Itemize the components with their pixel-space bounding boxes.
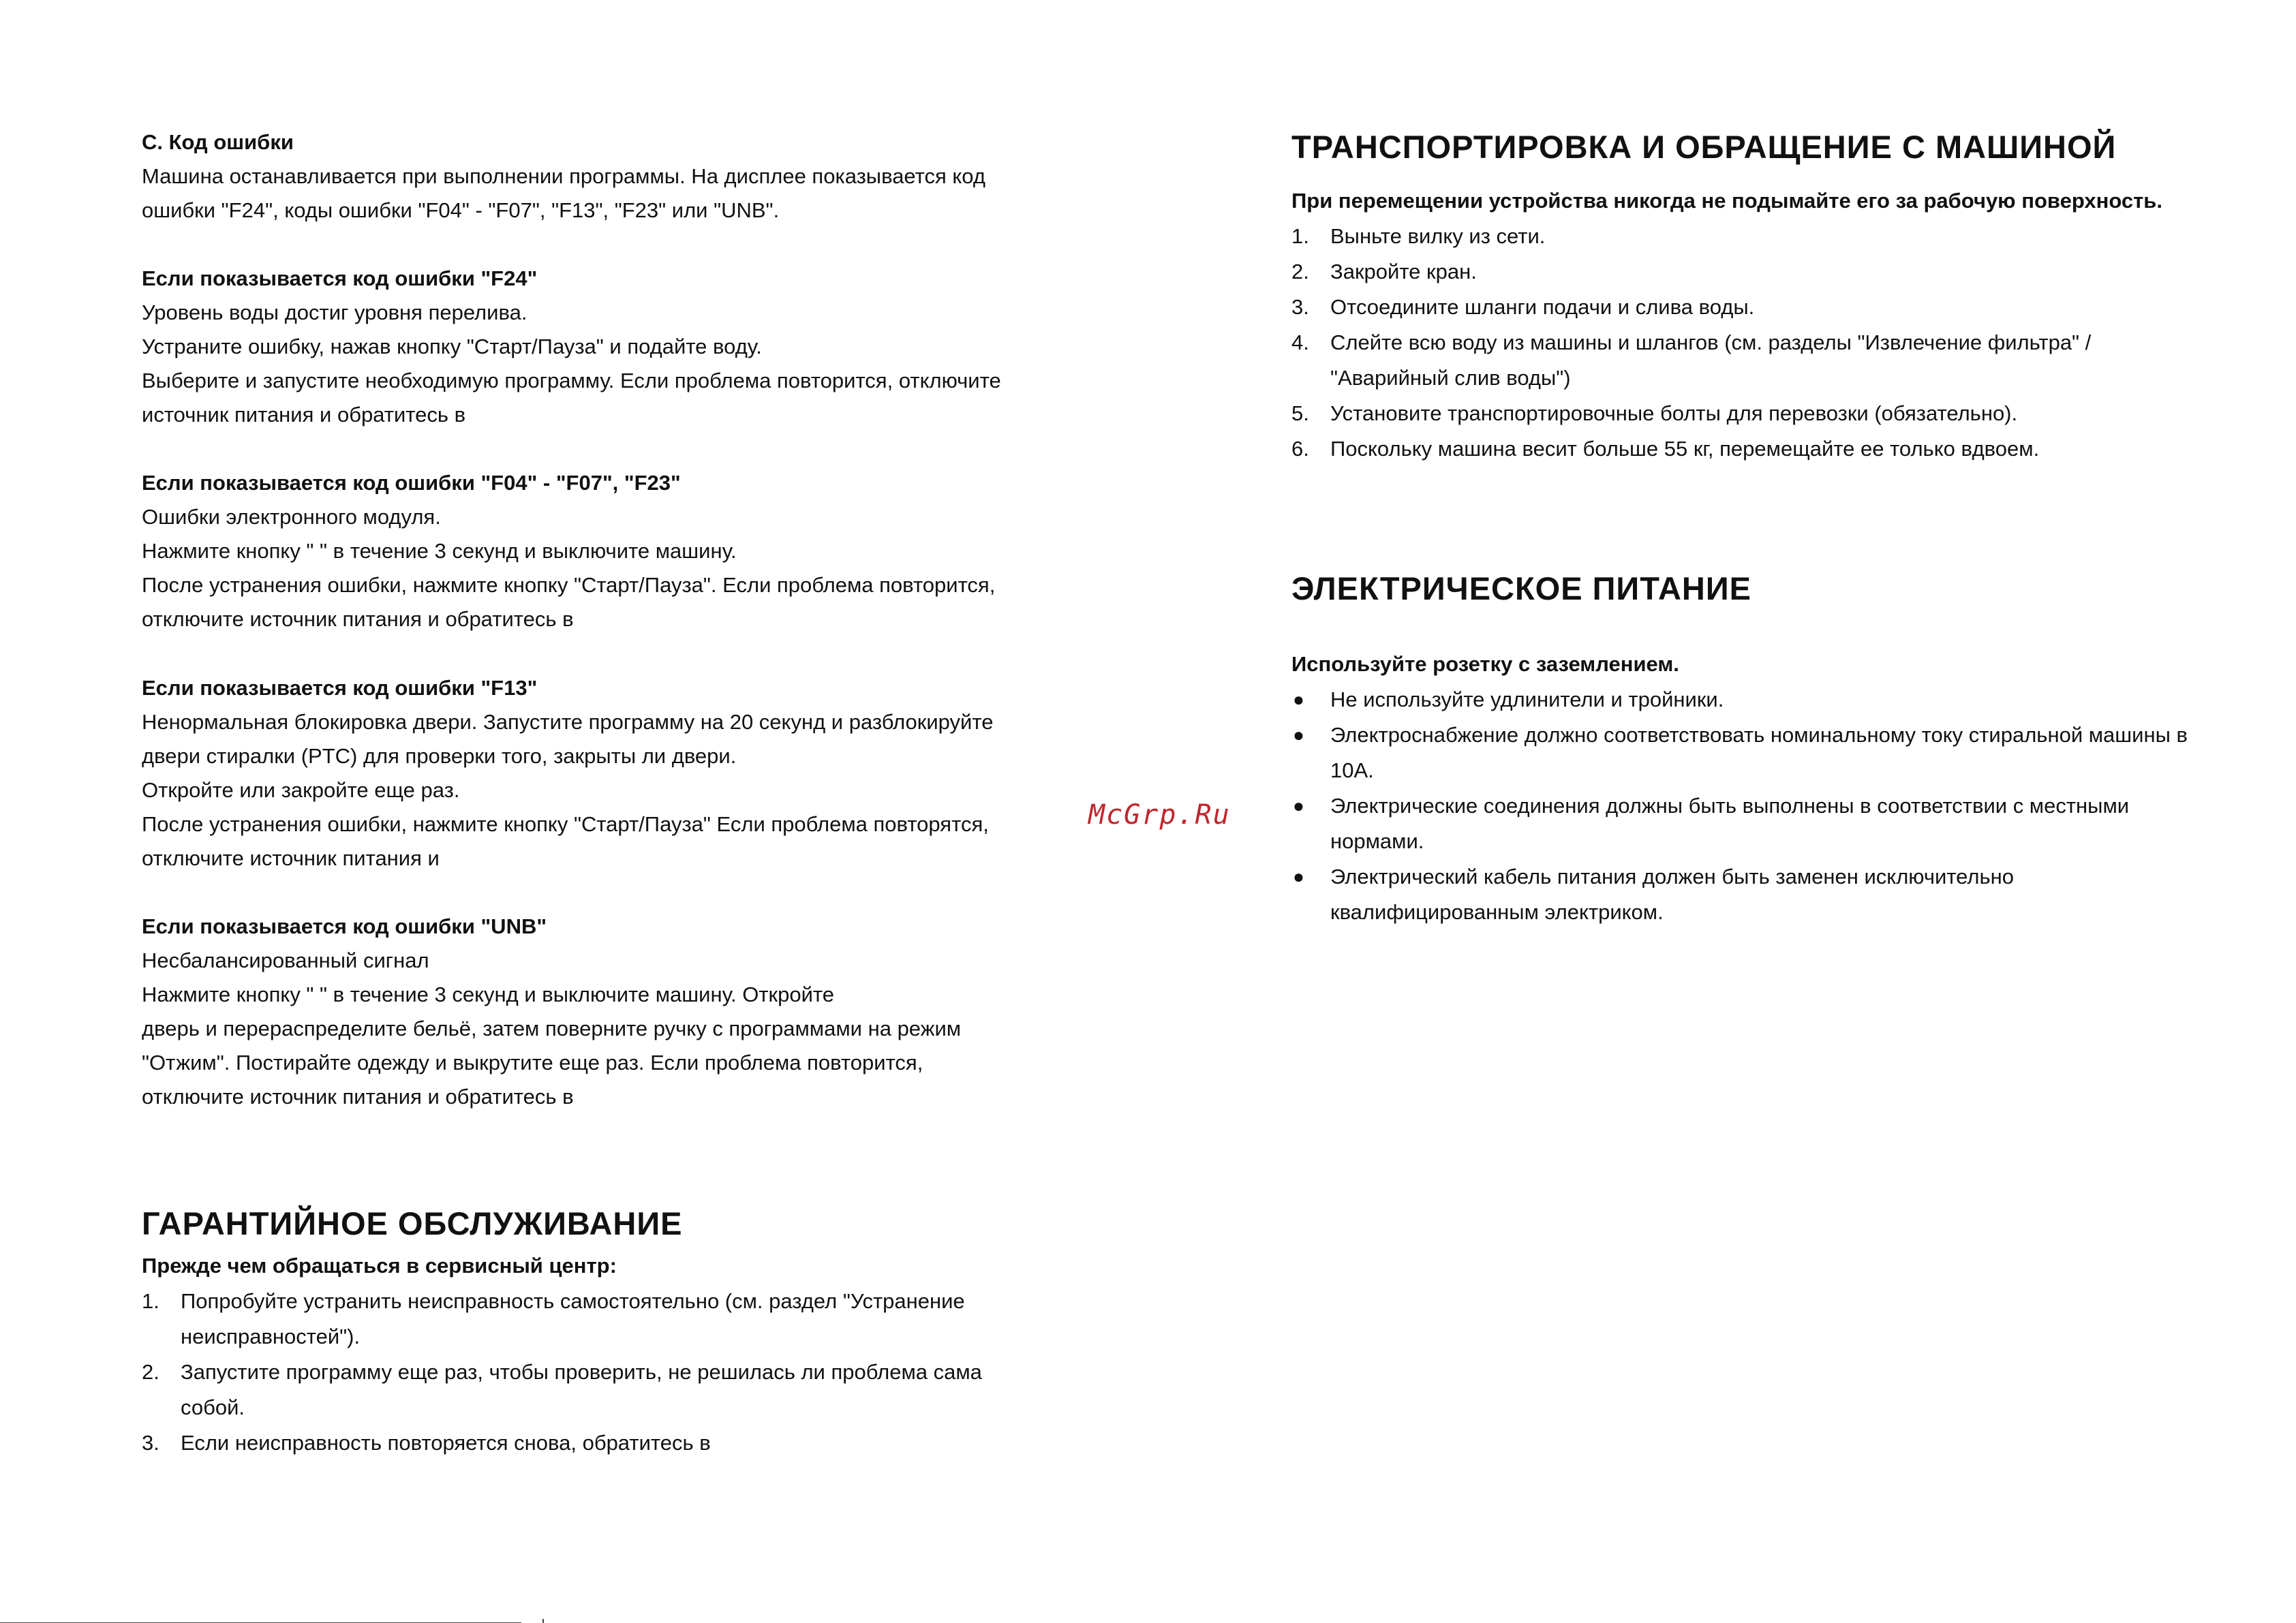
transport-lead: При перемещении устройства никогда не подымайте его за рабочую поверхность.: [1291, 189, 2162, 213]
warranty-lead: Прежде чем обращаться в сервисный центр:: [142, 1254, 617, 1278]
item-text: Слейте всю воду из машины и шлангов (см. разделы "Извлечение фильтра" /: [1330, 330, 2092, 354]
item-text: Если неисправность повторяется снова, обратитесь в: [181, 1431, 711, 1455]
item-text: Электрические соединения должны быть выполнены в соответствии с местными: [1330, 794, 2130, 818]
footer-mark: [542, 1619, 544, 1623]
item-text: неисправностей").: [181, 1325, 361, 1348]
item-text: Поскольку машина весит больше 55 кг, перемещайте ее только вдвоем.: [1330, 437, 2040, 461]
unb-line: отключите источник питания и обратитесь в: [142, 1085, 574, 1109]
watermark: McGrp.Ru: [1088, 799, 1231, 831]
f04-line: отключите источник питания и обратитесь в: [142, 607, 574, 631]
f24-line: Устраните ошибку, нажав кнопку "Старт/Пауза" и подайте воду.: [142, 335, 762, 358]
error-code-title: С. Код ошибки: [142, 130, 294, 154]
power-heading: ЭЛЕКТРИЧЕСКОЕ ПИТАНИЕ: [1291, 570, 1751, 606]
item-text: нормами.: [1330, 829, 1424, 853]
item-number: 2.: [142, 1360, 159, 1384]
f13-line: После устранения ошибки, нажмите кнопку "Старт/Пауза" Если проблема повторятся,: [142, 812, 989, 836]
bullet-icon: ●: [1293, 724, 1304, 745]
item-text: Электроснабжение должно соответствовать номинальному току стиральной машины в: [1330, 723, 2188, 747]
unb-line: дверь и перераспределите бельё, затем поверните ручку с программами на режим: [142, 1017, 962, 1040]
item-text: собой.: [181, 1395, 245, 1419]
f04-line: После устранения ошибки, нажмите кнопку "Старт/Пауза". Если проблема повторится,: [142, 573, 996, 597]
f24-title: Если показывается код ошибки "F24": [142, 266, 538, 290]
unb-line: "Отжим". Постирайте одежду и выкрутите еще раз. Если проблема повторится,: [142, 1051, 923, 1075]
bullet-icon: ●: [1293, 795, 1304, 816]
f13-line: Откройте или закройте еще раз.: [142, 778, 460, 802]
unb-line: Нажмите кнопку " " в течение 3 секунд и выключите машину. Откройте: [142, 983, 834, 1006]
item-number: 1.: [142, 1289, 159, 1313]
item-text: Установите транспортировочные болты для перевозки (обязательно).: [1330, 401, 2018, 425]
unb-line: Несбалансированный сигнал: [142, 948, 429, 972]
bullet-icon: ●: [1293, 866, 1304, 887]
item-text: Электрический кабель питания должен быть заменен исключительно: [1330, 865, 2014, 888]
item-number: 5.: [1291, 401, 1309, 425]
item-number: 3.: [1291, 295, 1309, 319]
item-number: 2.: [1291, 260, 1309, 283]
item-number: 3.: [142, 1431, 159, 1455]
item-number: 4.: [1291, 330, 1309, 354]
item-number: 6.: [1291, 437, 1309, 461]
item-text: Попробуйте устранить неисправность самостоятельно (см. раздел "Устранение: [181, 1289, 965, 1313]
unb-title: Если показывается код ошибки "UNB": [142, 914, 547, 938]
item-text: "Аварийный слив воды"): [1330, 366, 1571, 390]
power-lead: Используйте розетку с заземлением.: [1291, 652, 1679, 676]
item-text: Отсоедините шланги подачи и слива воды.: [1330, 295, 1755, 319]
f24-line: источник питания и обратитесь в: [142, 403, 466, 427]
error-intro-line: Машина останавливается при выполнении программы. На дисплее показывается код: [142, 164, 985, 188]
transport-heading: ТРАНСПОРТИРОВКА И ОБРАЩЕНИЕ С МАШИНОЙ: [1291, 129, 2117, 165]
item-text: Не используйте удлинители и тройники.: [1330, 687, 1724, 711]
f13-line: отключите источник питания и: [142, 846, 440, 870]
f24-line: Уровень воды достиг уровня перелива.: [142, 300, 527, 324]
f13-line: Ненормальная блокировка двери. Запустите программу на 20 секунд и разблокируйте: [142, 710, 994, 734]
item-text: 10А.: [1330, 758, 1374, 782]
item-number: 1.: [1291, 224, 1309, 248]
f04-line: Ошибки электронного модуля.: [142, 505, 441, 529]
warranty-heading: ГАРАНТИЙНОЕ ОБСЛУЖИВАНИЕ: [142, 1205, 683, 1241]
item-text: квалифицированным электриком.: [1330, 900, 1664, 924]
error-intro-line: ошибки "F24", коды ошибки "F04" - "F07", "F13", "F23" или "UNB".: [142, 198, 780, 222]
item-text: Запустите программу еще раз, чтобы проверить, не решилась ли проблема сама: [181, 1360, 982, 1384]
item-text: Закройте кран.: [1330, 260, 1477, 283]
f13-title: Если показывается код ошибки "F13": [142, 676, 538, 700]
f24-line: Выберите и запустите необходимую программу. Если проблема повторится, отключите: [142, 369, 1001, 392]
bullet-icon: ●: [1293, 689, 1304, 710]
f04-line: Нажмите кнопку " " в течение 3 секунд и выключите машину.: [142, 539, 737, 563]
f04-title: Если показывается код ошибки "F04" - "F07", "F23": [142, 471, 681, 495]
item-text: Выньте вилку из сети.: [1330, 224, 1546, 248]
f13-line: двери стиралки (PTC) для проверки того, закрыты ли двери.: [142, 744, 737, 768]
